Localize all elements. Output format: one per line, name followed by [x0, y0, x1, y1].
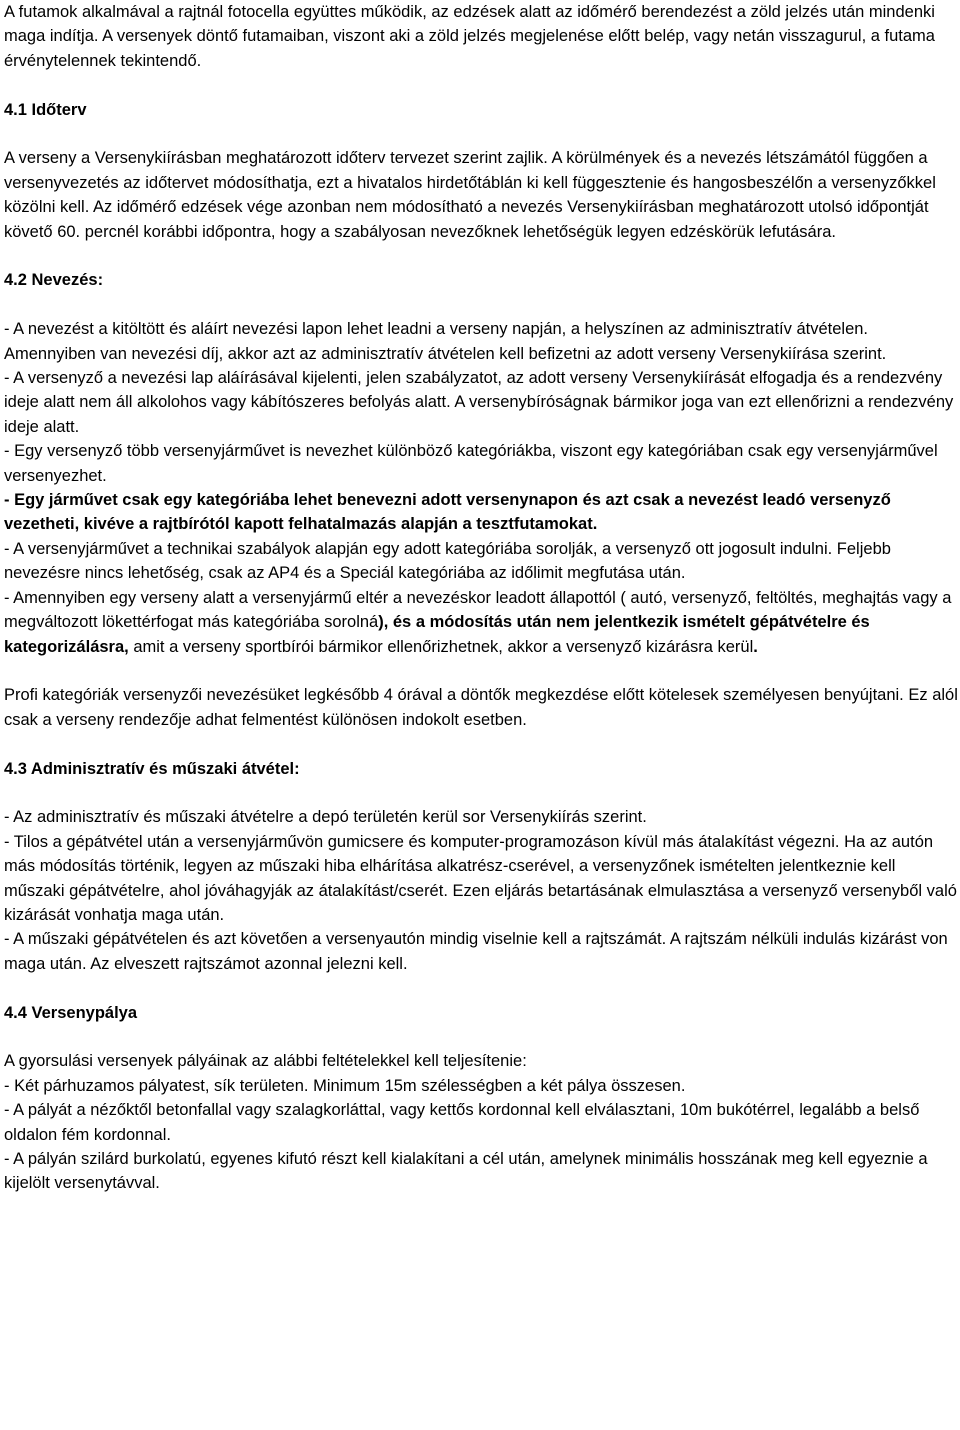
entry-paragraph-6-part-b-bold: ), és a módosítás után nem jelentkezik ismételt gépátvételre és kategorizálásra,: [4, 613, 870, 656]
section-heading-4-4: 4.4 Versenypálya: [4, 1003, 138, 1022]
section-heading-4-2: 4.2 Nevezés:: [4, 271, 104, 290]
intro-paragraph: A futamok alkalmával a rajtnál fotocella együttes működik, az edzések alatt az időmérő berendezést a zöld jelzés után mindenki maga indítja. A versenyek döntő futamaiban, viszont aki a zöld jelzés megjelenése előtt belép, vagy netán visszagurul, a futama érvénytelennek tekintendő.: [4, 3, 935, 70]
entry-paragraph-3: - Egy versenyző több versenyjárművet is nevezhet különböző kategóriákba, viszont egy kategóriában csak egy versenyjárművel versenyezhet.: [4, 442, 938, 485]
track-paragraph-4: - A pályán szilárd burkolatú, egyenes kifutó részt kell kialakítani a cél után, amelynek minimális hosszának meg kell egyeznie a kijelölt versenytávval.: [4, 1149, 928, 1193]
pro-category-paragraph: Profi kategóriák versenyzői nevezésüket legkésőbb 4 órával a döntők megkezdése előtt kötelesek személyesen benyújtani. Ez alól csak a verseny rendezője adhat felmentést különösen indokolt esetben.: [4, 686, 958, 729]
track-paragraph-1: A gyorsulási versenyek pályáinak az alábbi feltételekkel kell teljesítenie:: [4, 1052, 527, 1071]
inspection-paragraph-2: - Tilos a gépátvétel után a versenyjárművön gumicsere és komputer-programozáson kívül más átalakítást végezni. Ha az autón más módosítás történik, legyen az műszaki hiba elhárítása alkatrész-cserével, a versenyzőnek ismételten jelentkeznie kell műszaki gépátvételre, ahol jóváhagyják az átalakítást/cserét. Ezen eljárás betartásának elmulasztása a versenyző versenyből való kizárását vonhatja maga után.: [4, 832, 957, 924]
timetable-paragraph: A verseny a Versenykiírásban meghatározott időterv tervezet szerint zajlik. A körülmények és a nevezés létszámától függően a versenyvezetés az időtervet módosíthatja, ezt a hivatalos hirdetőtáblán ki kell függesztenie és hangosbeszélőn a versenyzőkkel közölni kell. Az időmérő edzések vége azonban nem módosítható a nevezés Versenykiírásban meghatározott utolsó időpontját követő 60. percnél korábbi időpontra, hogy a szabályosan nevezőknek lehetőségük legyen edzéskörük lefutására.: [4, 149, 936, 241]
section-heading-4-1: 4.1 Időterv: [4, 100, 87, 119]
section-heading-4-3: 4.3 Adminisztratív és műszaki átvétel:: [4, 759, 300, 778]
entry-paragraph-5: - A versenyjárművet a technikai szabályok alapján egy adott kategóriába sorolják, a versenyző ott jogosult indulni. Feljebb nevezésre nincs lehetőség, csak az AP4 és a Speciál kategóriába az időlimit megfutása után.: [4, 539, 891, 583]
inspection-paragraph-1: - Az adminisztratív és műszaki átvételre a depó területén kerül sor Versenykiírás szerint.: [4, 808, 647, 827]
entry-paragraph-2: - A versenyző a nevezési lap aláírásával kijelenti, jelen szabályzatot, az adott verseny Versenykiírását elfogadja és a rendezvény ideje alatt nem áll alkolohos vagy kábítószeres befolyás alatt. A versenybíróságnak bármikor joga van ezt ellenőrizni a rendezvény ideje alatt.: [4, 369, 954, 436]
track-paragraph-3: - A pályát a nézőktől betonfallal vagy szalagkorláttal, vagy kettős kordonnal kell elválasztani, 10m bukótérrel, legalább a belső oldalon fém kordonnal.: [4, 1101, 920, 1144]
entry-paragraph-6-part-c: amit a verseny sportbírói bármikor ellenőrizhetnek, akkor a versenyző kizárásra kerül: [128, 637, 754, 656]
entry-paragraph-1: - A nevezést a kitöltött és aláírt nevezési lapon lehet leadni a verseny napján, a helyszínen az adminisztratív átvételen. Amennyiben van nevezési díj, akkor azt az adminisztratív átvételen kell befizetni az adott verseny Versenykiírása szerint.: [4, 320, 887, 363]
entry-paragraph-6-part-a: - Amennyiben egy verseny alatt a versenyjármű eltér a nevezéskor leadott állapottól ( autó, versenyző, feltöltés, meghajtás vagy a megváltozott lökettérfogat más kategóriába sorolná: [4, 588, 952, 632]
inspection-paragraph-3: - A műszaki gépátvételen és azt követően a versenyautón mindig viselnie kell a rajtszámát. A rajtszám nélküli indulás kizárást von maga után. Az elveszett rajtszámot azonnal jelezni kell.: [4, 930, 948, 973]
track-paragraph-2: - Két párhuzamos pályatest, sík területen. Minimum 15m szélességben a két pálya összesen.: [4, 1076, 686, 1095]
entry-paragraph-6-part-d-bold: .: [753, 637, 758, 656]
entry-paragraph-4-bold: - Egy járművet csak egy kategóriába lehet benevezni adott versenynapon és azt csak a nevezést leadó versenyző vezetheti, kivéve a rajtbírótól kapott felhatalmazás alapján a tesztfutamokat.: [4, 491, 891, 534]
document-page: [4, 0, 958, 1196]
entry-paragraph-6: [4, 586, 958, 659]
